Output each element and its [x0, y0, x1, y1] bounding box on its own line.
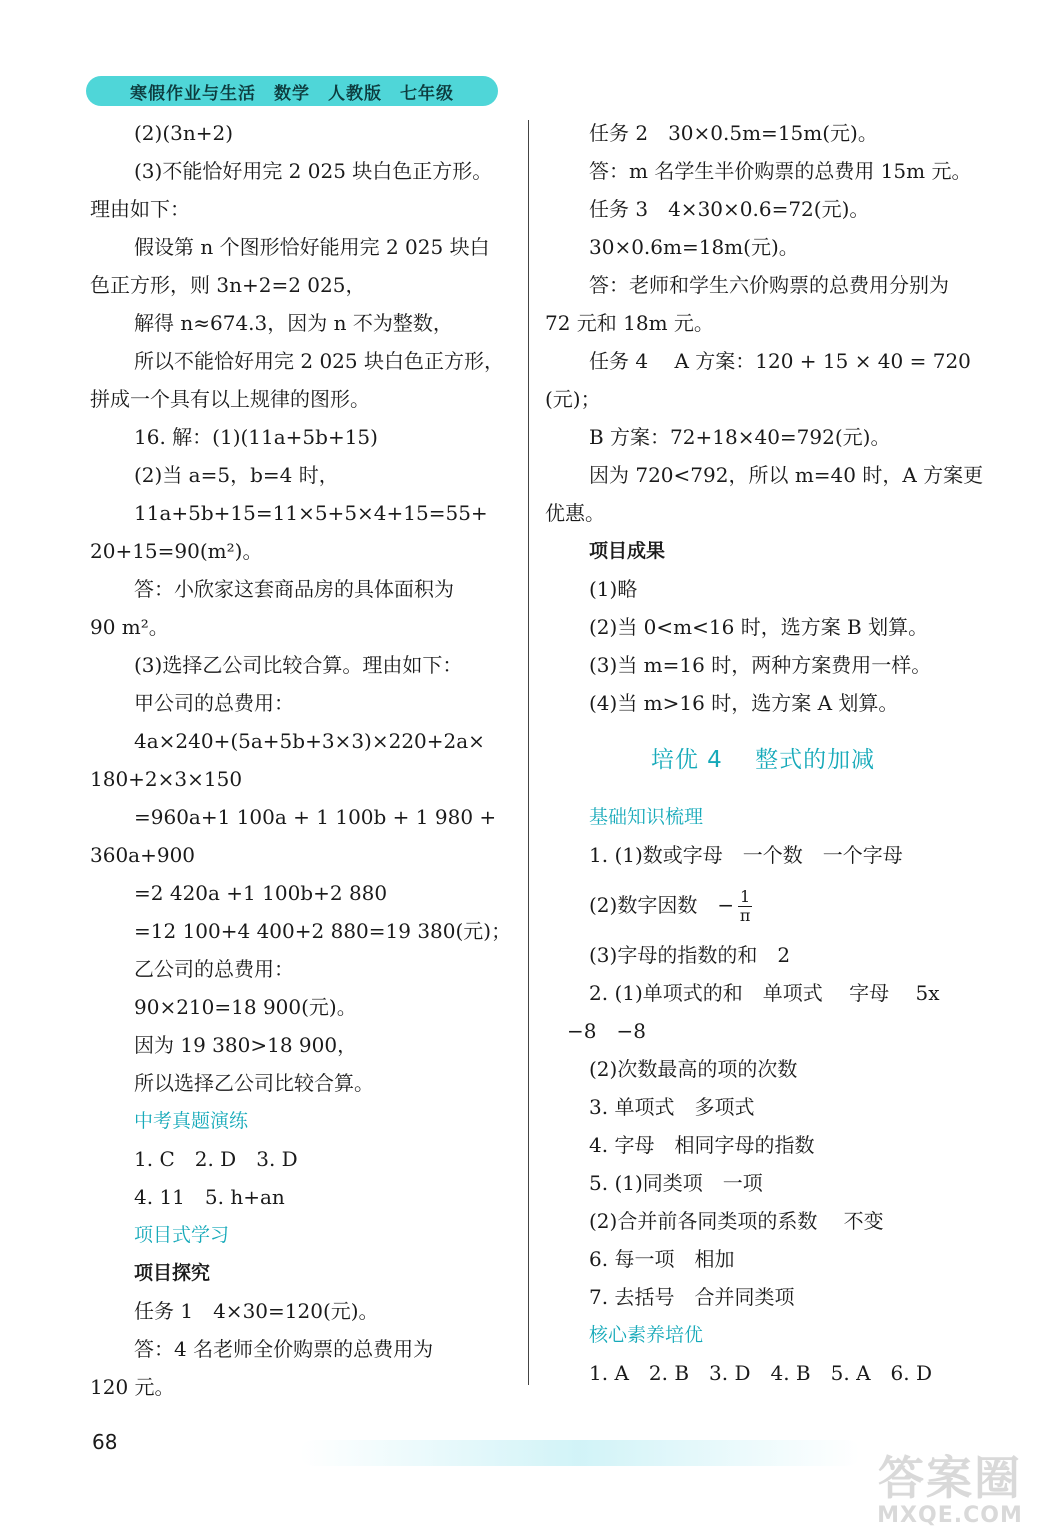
answer-line: (3)字母的指数的和 2	[589, 943, 791, 967]
answer-line: (3)选择乙公司比较合算。理由如下：	[134, 653, 463, 677]
answer-line: (元)；	[545, 387, 601, 411]
watermark-url: MXQE.COM	[877, 1503, 1023, 1528]
section-heading-project-learning: 项目式学习	[134, 1224, 230, 1246]
answer-line: =2 420a +1 100b+2 880	[134, 881, 388, 905]
answer-line: 任务 3 4×30×0.6=72(元)。	[589, 197, 870, 221]
answer-line: 90 m²。	[90, 615, 169, 639]
answer-line: 乙公司的总费用：	[134, 957, 294, 981]
answer-line: 1. (1)数或字母 一个数 一个字母	[589, 843, 903, 867]
section-heading-core-literacy: 核心素养培优	[589, 1324, 704, 1346]
answer-line: 360a+900	[90, 843, 196, 867]
answer-line: =12 100+4 400+2 880=19 380(元)；	[134, 919, 512, 943]
answer-line: 30×0.6m=18m(元)。	[589, 235, 799, 259]
answer-line: 答：老师和学生六价购票的总费用分别为	[589, 273, 949, 297]
answer-line: (2)当 0<m<16 时，选方案 B 划算。	[589, 615, 929, 639]
watermark-text: 答案圈	[878, 1451, 1022, 1505]
answer-line: 答：m 名学生半价购票的总费用 15m 元。	[589, 159, 972, 183]
answer-line: 90×210=18 900(元)。	[134, 995, 357, 1019]
answer-line: 所以选择乙公司比较合算。	[134, 1071, 374, 1095]
fraction-denominator: π	[739, 906, 751, 925]
answer-line: 任务 1 4×30=120(元)。	[134, 1299, 379, 1323]
answer-line: (1)略	[589, 577, 638, 601]
answer-line: 11a+5b+15=11×5+5×4+15=55+	[134, 501, 488, 525]
answer-line: 7. 去括号 合并同类项	[589, 1285, 795, 1309]
answer-line: 16. 解：(1)(11a+5b+15)	[134, 425, 378, 449]
answer-line: (3)当 m=16 时，两种方案费用一样。	[589, 653, 932, 677]
answer-line: (2)(3n+2)	[134, 121, 234, 145]
book-title-banner: 寒假作业与生活 数学 人教版 七年级	[86, 76, 498, 106]
answer-line: 5. (1)同类项 一项	[589, 1171, 763, 1195]
page-number: 68	[92, 1430, 118, 1454]
answer-line: (4)当 m>16 时，选方案 A 划算。	[589, 691, 899, 715]
chapter-title: 培优 4 整式的加减	[650, 747, 876, 773]
answer-line: 任务 2 30×0.5m=15m(元)。	[589, 121, 878, 145]
answer-line: 解得 n≈674.3，因为 n 不为整数，	[134, 311, 453, 335]
answer-line: 120 元。	[90, 1375, 175, 1399]
decorative-band	[300, 1440, 860, 1466]
answer-line: 2. (1)单项式的和 单项式 字母 5x	[589, 981, 940, 1005]
fraction-numerator: 1	[740, 887, 751, 906]
answer-line: (2)合并前各同类项的系数 不变	[589, 1209, 884, 1233]
section-heading-basic-knowledge: 基础知识梳理	[589, 806, 704, 828]
answer-line: 3. 单项式 多项式	[589, 1095, 755, 1119]
watermark-logo	[870, 1452, 1030, 1532]
answer-line: 180+2×3×150	[90, 767, 243, 791]
subheading-project-exploration: 项目探究	[134, 1262, 211, 1284]
section-heading-exam-practice: 中考真题演练	[134, 1110, 249, 1132]
answer-line: 4a×240+(5a+5b+3×3)×220+2a×	[134, 729, 485, 753]
answer-line: 因为 720<792，所以 m=40 时，A 方案更	[589, 463, 984, 487]
answer-line: 4. 11 5. h+an	[134, 1185, 285, 1209]
answer-line: 答：小欣家这套商品房的具体面积为	[134, 577, 454, 601]
answer-line-fraction	[545, 874, 981, 936]
answer-line: 20+15=90(m²)。	[90, 539, 263, 563]
subheading-project-results: 项目成果	[589, 540, 666, 562]
answer-line: 理由如下：	[90, 197, 190, 221]
answer-line: 假设第 n 个图形恰好能用完 2 025 块白	[134, 235, 490, 259]
answer-line: 色正方形，则 3n+2=2 025，	[90, 273, 366, 297]
answer-line: 所以不能恰好用完 2 025 块白色正方形，	[134, 349, 504, 373]
answer-line: 拼成一个具有以上规律的图形。	[90, 387, 370, 411]
column-divider	[528, 120, 529, 1385]
answer-line: 1. C 2. D 3. D	[134, 1147, 298, 1171]
answer-line: 因为 19 380>18 900，	[134, 1033, 358, 1057]
answer-line: 72 元和 18m 元。	[545, 311, 714, 335]
answer-line: (2)次数最高的项的次数	[589, 1057, 798, 1081]
answer-line: (3)不能恰好用完 2 025 块白色正方形。	[134, 159, 493, 183]
answer-line: 优惠。	[545, 501, 605, 525]
answer-text: (2)数字因数 −	[589, 893, 735, 917]
fraction	[738, 888, 752, 925]
answer-line: 答：4 名老师全价购票的总费用为	[134, 1337, 434, 1361]
answer-line: B 方案：72+18×40=792(元)。	[589, 425, 891, 449]
answer-line: 6. 每一项 相加	[589, 1247, 735, 1271]
right-column	[545, 114, 984, 1392]
left-column	[90, 114, 524, 1406]
answer-line: 4. 字母 相同字母的指数	[589, 1133, 815, 1157]
answer-line: −8 −8	[567, 1019, 646, 1043]
answer-line: (2)当 a=5，b=4 时，	[134, 463, 339, 487]
answer-line: 甲公司的总费用：	[134, 691, 294, 715]
answer-line: =960a+1 100a + 1 100b + 1 980 +	[134, 805, 497, 829]
answer-line: 任务 4 A 方案：120 + 15 × 40 = 720	[589, 349, 971, 373]
answer-line: 1. A 2. B 3. D 4. B 5. A 6. D	[589, 1361, 932, 1385]
